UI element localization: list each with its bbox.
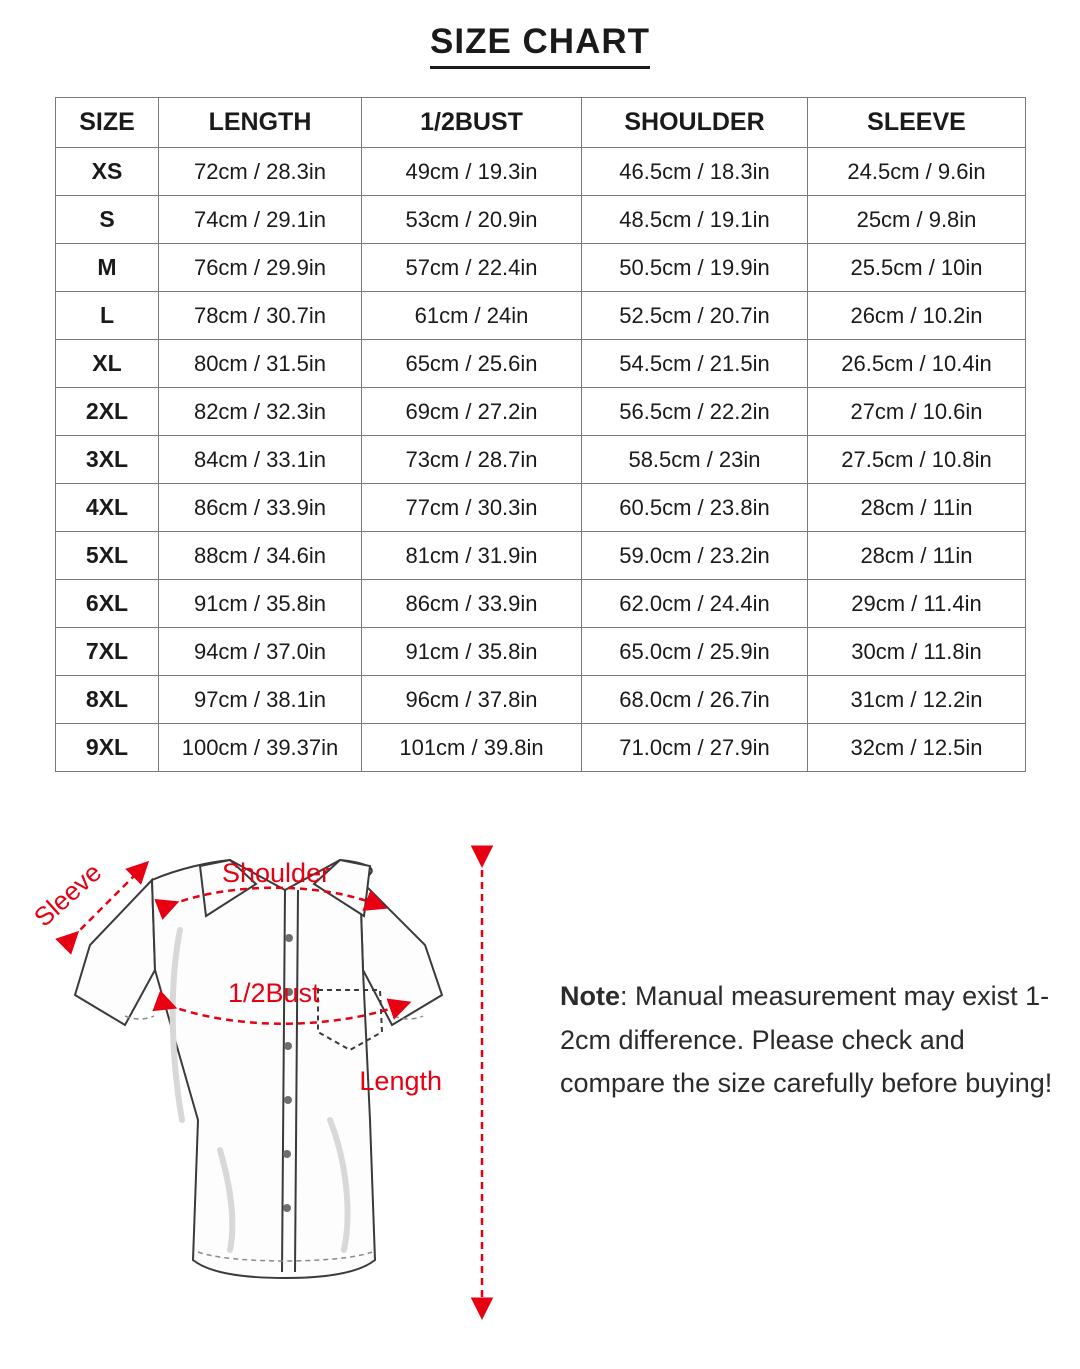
cell-shoulder: 58.5cm / 23in (582, 436, 808, 484)
cell-shoulder: 48.5cm / 19.1in (582, 196, 808, 244)
label-length: Length (359, 1066, 442, 1096)
column-header-half-bust: 1/2BUST (362, 98, 582, 148)
cell-shoulder: 52.5cm / 20.7in (582, 292, 808, 340)
cell-half-bust: 53cm / 20.9in (362, 196, 582, 244)
size-table (55, 97, 1026, 772)
cell-size: 4XL (56, 484, 159, 532)
cell-half-bust: 86cm / 33.9in (362, 580, 582, 628)
table-row (56, 484, 1026, 532)
cell-size: M (56, 244, 159, 292)
cell-half-bust: 61cm / 24in (362, 292, 582, 340)
cell-shoulder: 56.5cm / 22.2in (582, 388, 808, 436)
cell-size: S (56, 196, 159, 244)
note-prefix: Note (560, 981, 620, 1011)
cell-shoulder: 54.5cm / 21.5in (582, 340, 808, 388)
size-table-container (55, 97, 1025, 772)
cell-length: 86cm / 33.9in (159, 484, 362, 532)
measurement-guide-section (0, 810, 1080, 1369)
cell-size: XL (56, 340, 159, 388)
cell-sleeve: 28cm / 11in (808, 484, 1026, 532)
cell-length: 76cm / 29.9in (159, 244, 362, 292)
column-header-length: LENGTH (159, 98, 362, 148)
cell-length: 91cm / 35.8in (159, 580, 362, 628)
cell-size: L (56, 292, 159, 340)
shirt-measurement-diagram (30, 820, 550, 1360)
cell-sleeve: 25cm / 9.8in (808, 196, 1026, 244)
cell-length: 74cm / 29.1in (159, 196, 362, 244)
cell-size: 3XL (56, 436, 159, 484)
page-title: SIZE CHART (430, 22, 650, 69)
cell-shoulder: 65.0cm / 25.9in (582, 628, 808, 676)
cell-sleeve: 27.5cm / 10.8in (808, 436, 1026, 484)
label-shoulder: Shoulder (222, 858, 331, 888)
cell-shoulder: 46.5cm / 18.3in (582, 148, 808, 196)
cell-half-bust: 81cm / 31.9in (362, 532, 582, 580)
cell-sleeve: 32cm / 12.5in (808, 724, 1026, 772)
cell-shoulder: 59.0cm / 23.2in (582, 532, 808, 580)
cell-sleeve: 29cm / 11.4in (808, 580, 1026, 628)
cell-length: 84cm / 33.1in (159, 436, 362, 484)
cell-length: 97cm / 38.1in (159, 676, 362, 724)
cell-length: 72cm / 28.3in (159, 148, 362, 196)
label-sleeve: Sleeve (30, 856, 108, 933)
cell-shoulder: 50.5cm / 19.9in (582, 244, 808, 292)
page-title-container (0, 0, 1080, 69)
size-table-body (56, 148, 1026, 772)
cell-sleeve: 26cm / 10.2in (808, 292, 1026, 340)
cell-length: 100cm / 39.37in (159, 724, 362, 772)
cell-size: 5XL (56, 532, 159, 580)
cell-half-bust: 96cm / 37.8in (362, 676, 582, 724)
table-row (56, 532, 1026, 580)
cell-length: 94cm / 37.0in (159, 628, 362, 676)
cell-half-bust: 49cm / 19.3in (362, 148, 582, 196)
table-row (56, 628, 1026, 676)
measurement-note (560, 975, 1060, 1106)
table-row (56, 676, 1026, 724)
cell-half-bust: 101cm / 39.8in (362, 724, 582, 772)
cell-half-bust: 73cm / 28.7in (362, 436, 582, 484)
cell-sleeve: 25.5cm / 10in (808, 244, 1026, 292)
cell-sleeve: 30cm / 11.8in (808, 628, 1026, 676)
table-header-row (56, 98, 1026, 148)
table-row (56, 580, 1026, 628)
label-half-bust: 1/2Bust (228, 978, 320, 1008)
cell-size: 9XL (56, 724, 159, 772)
table-row (56, 196, 1026, 244)
cell-sleeve: 27cm / 10.6in (808, 388, 1026, 436)
table-row (56, 148, 1026, 196)
cell-sleeve: 28cm / 11in (808, 532, 1026, 580)
table-row (56, 244, 1026, 292)
cell-shoulder: 71.0cm / 27.9in (582, 724, 808, 772)
cell-length: 78cm / 30.7in (159, 292, 362, 340)
table-row (56, 340, 1026, 388)
cell-size: XS (56, 148, 159, 196)
table-row (56, 436, 1026, 484)
cell-size: 8XL (56, 676, 159, 724)
cell-sleeve: 26.5cm / 10.4in (808, 340, 1026, 388)
note-text: : Manual measurement may exist 1-2cm difference. Please check and compare the size carefully before buying! (560, 981, 1053, 1099)
table-row (56, 292, 1026, 340)
table-row (56, 388, 1026, 436)
cell-half-bust: 91cm / 35.8in (362, 628, 582, 676)
cell-shoulder: 62.0cm / 24.4in (582, 580, 808, 628)
column-header-size: SIZE (56, 98, 159, 148)
cell-half-bust: 69cm / 27.2in (362, 388, 582, 436)
cell-half-bust: 57cm / 22.4in (362, 244, 582, 292)
cell-length: 82cm / 32.3in (159, 388, 362, 436)
cell-shoulder: 68.0cm / 26.7in (582, 676, 808, 724)
cell-size: 7XL (56, 628, 159, 676)
cell-sleeve: 31cm / 12.2in (808, 676, 1026, 724)
cell-length: 88cm / 34.6in (159, 532, 362, 580)
cell-size: 6XL (56, 580, 159, 628)
size-table-head (56, 98, 1026, 148)
column-header-shoulder: SHOULDER (582, 98, 808, 148)
cell-size: 2XL (56, 388, 159, 436)
cell-shoulder: 60.5cm / 23.8in (582, 484, 808, 532)
cell-half-bust: 65cm / 25.6in (362, 340, 582, 388)
table-row (56, 724, 1026, 772)
cell-sleeve: 24.5cm / 9.6in (808, 148, 1026, 196)
cell-length: 80cm / 31.5in (159, 340, 362, 388)
cell-half-bust: 77cm / 30.3in (362, 484, 582, 532)
column-header-sleeve: SLEEVE (808, 98, 1026, 148)
